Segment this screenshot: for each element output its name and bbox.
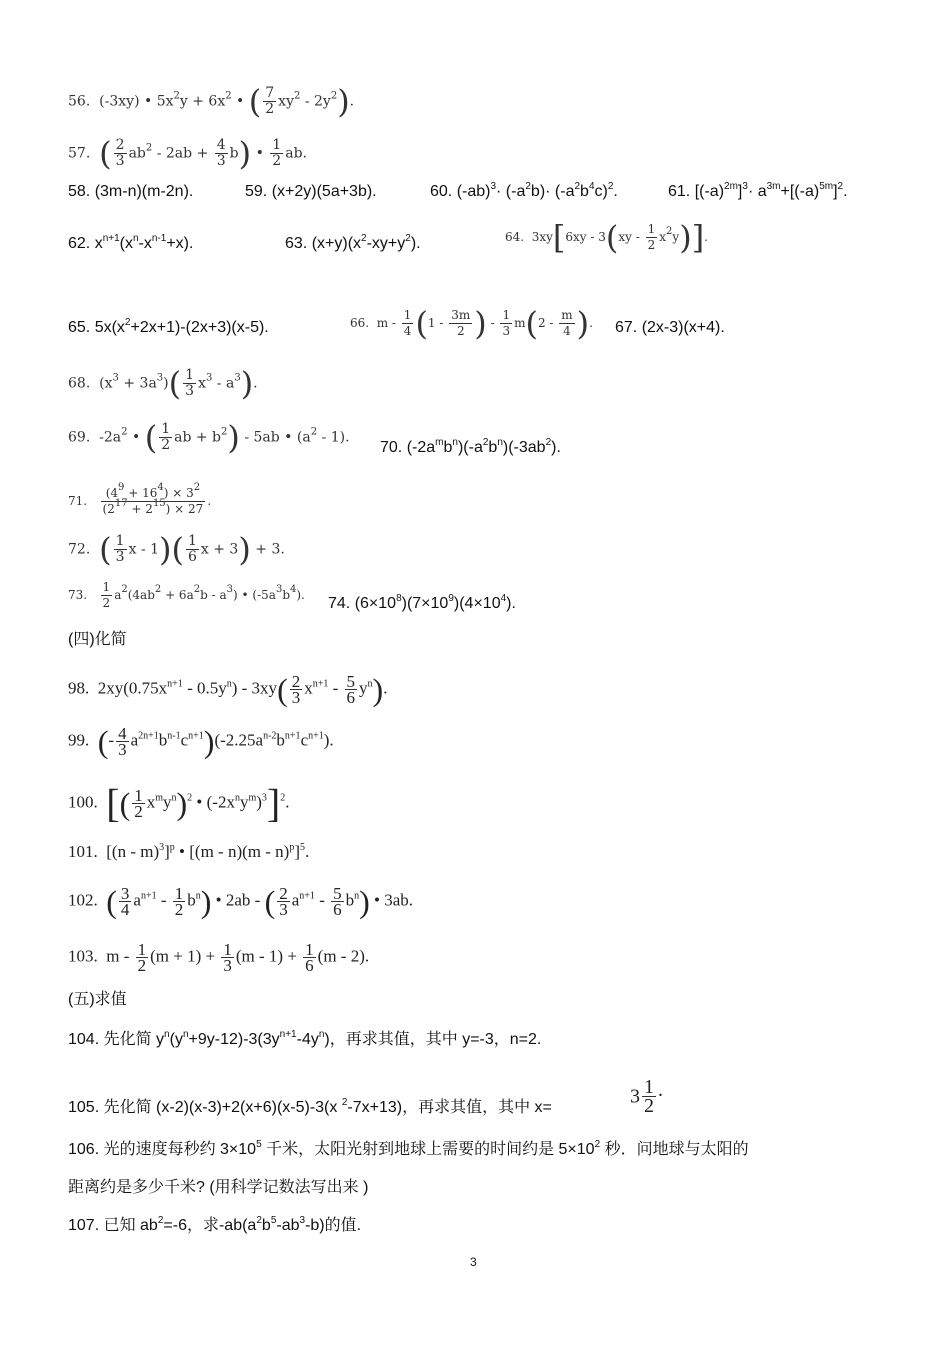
problem-60: 60. $(-ab)^3\cdot (-a^2b)\cdot (-a^2b^4c)^2$. xyxy=(430,181,618,200)
section-heading-simplify: (四)化简 xyxy=(68,631,127,648)
problem-63: 63. $(x+y)(x^2-xy+y^2)$. xyxy=(285,233,421,252)
problem-103: 103. m - $\frac{1}{2}$ (m + 1) + $\frac{1}{3}$ (m - 1) + $\frac{1}{6}$ (m - 2). xyxy=(68,940,370,975)
problem-56: 56. (-3xy) • $5x^2y + 6x^2$ • ( $\frac{7}{2}$ $xy^2 - 2y^2$). xyxy=(68,82,355,121)
problem-58: 58. (3m-n)(m-2n). xyxy=(68,183,194,200)
section-heading-evaluate: (五)求值 xyxy=(68,991,127,1008)
problem-69: 69. $-2a^2$ • ( $\frac{1}{2}$ ab + $b^2) - 5ab$ • $(a^2 - 1)$. xyxy=(68,418,350,457)
problem-102: 102. ( $\frac{3}{4}$ $a^{n+1}$ - $\frac{1}{2}$ $b^n$) • 2ab - ( $\frac{2}{3}$ $a^{n+1}$ - $\frac{5}{6}$ $b^n$) • 3ab. xyxy=(68,883,414,920)
problem-70: 70. $(-2a^mb^n)(-a^2b^n)(-3ab^2)$. xyxy=(380,437,561,456)
problem-71: 71. $\frac{(4^9 + 16^4) \times 3^2}{(2^{17} + 2^{15}) \times 27}$ . xyxy=(68,482,212,516)
problem-107: 107. 已知 $ab^2=-6$，求$-ab(a^2b^5-ab^3-b)$的值. xyxy=(68,1215,362,1234)
problem-62: 62. $x^{n+1}(x^n-x^{n-1}+x)$. xyxy=(68,233,194,252)
problem-105-value: 3 $\frac{1}{2}$ . xyxy=(630,1076,663,1117)
problem-101: 101. [(n - m)$^3$]$^p$ • [(m - n)(m - n)$^p$]$^5$. xyxy=(68,842,310,861)
problem-57: 57. ( $\frac{2}{3}$ $ab^2 - 2ab$ + $\frac{4}{3}$ b) • $\frac{1}{2}$ ab. xyxy=(68,134,307,173)
problem-72: 72. ( $\frac{1}{3}$ x - 1)( $\frac{1}{6}$ x + 3) + 3. xyxy=(68,530,285,569)
problem-106: 106. 光的速度每秒约 $3\times 10^5$ 千米，太阳光射到地球上需要的时间约是 $5\times 10^2$ 秒．问地球与太阳的 xyxy=(68,1139,749,1158)
problem-100: 100. [( $\frac{1}{2}$ $x^my^n)^2$ • $(-2x^ny^m)^3]^2$. xyxy=(68,780,290,826)
problem-104: 104. 先化简 $y^n(y^n+9y-12)-3(3y^{n+1}-4y^n)$，再求其值，其中 y=-3，n=2. xyxy=(68,1029,542,1048)
problem-65: 65. $5x(x^2+2x+1)-(2x+3)(x-5)$. xyxy=(68,317,269,336)
problem-66: 66. m - $\frac{1}{4}$ (1 - $\frac{3m}{2}$ ) - $\frac{1}{3}$ m(2 - $\frac{m}{4}$ ). xyxy=(350,304,593,343)
problem-64: 64. 3xy[6xy - 3(xy - $\frac{1}{2}$ $x^2y$)]. xyxy=(505,218,708,257)
problem-73: 73. $\frac{1}{2}$ $a^2(4ab^2 + 6a^2b - a^3)$ • $(-5a^3b^4)$. xyxy=(68,580,305,610)
page-number: 3 xyxy=(470,1255,477,1269)
problem-98: 98. $2xy(0.75x^{n+1} - 0.5y^n) - 3xy$( $\frac{2}{3}$ $x^{n+1}$ - $\frac{5}{6}$ $y^n$). xyxy=(68,671,388,708)
problem-74: 74. $(6\times 10^8)(7\times 10^9)(4\times 10^4)$. xyxy=(328,593,516,612)
problem-59: 59. (x+2y)(5a+3b). xyxy=(245,183,377,200)
problem-105: 105. 先化简 (x-2)(x-3)+2(x+6)(x-5)-3(x $^2$-7x+13)，再求其值，其中 x= xyxy=(68,1097,552,1116)
problem-67: 67. (2x-3)(x+4). xyxy=(615,319,725,336)
problem-106-continued: 距离约是多少千米? (用科学记数法写出来 ) xyxy=(68,1179,369,1196)
problem-68: 68. $(x^3 + 3a^3)$( $\frac{1}{3}$ $x^3 - a^3$). xyxy=(68,364,258,403)
problem-61: 61. $[(-a)^{2m}]^3\cdot a^{3m}+[(-a)^{5m}]^2$. xyxy=(668,181,848,200)
problem-99: 99. (- $\frac{4}{3}$ $a^{2n+1}b^{n-1}c^{n+1})(-2.25a^{n-2}b^{n+1}c^{n+1})$. xyxy=(68,723,334,760)
